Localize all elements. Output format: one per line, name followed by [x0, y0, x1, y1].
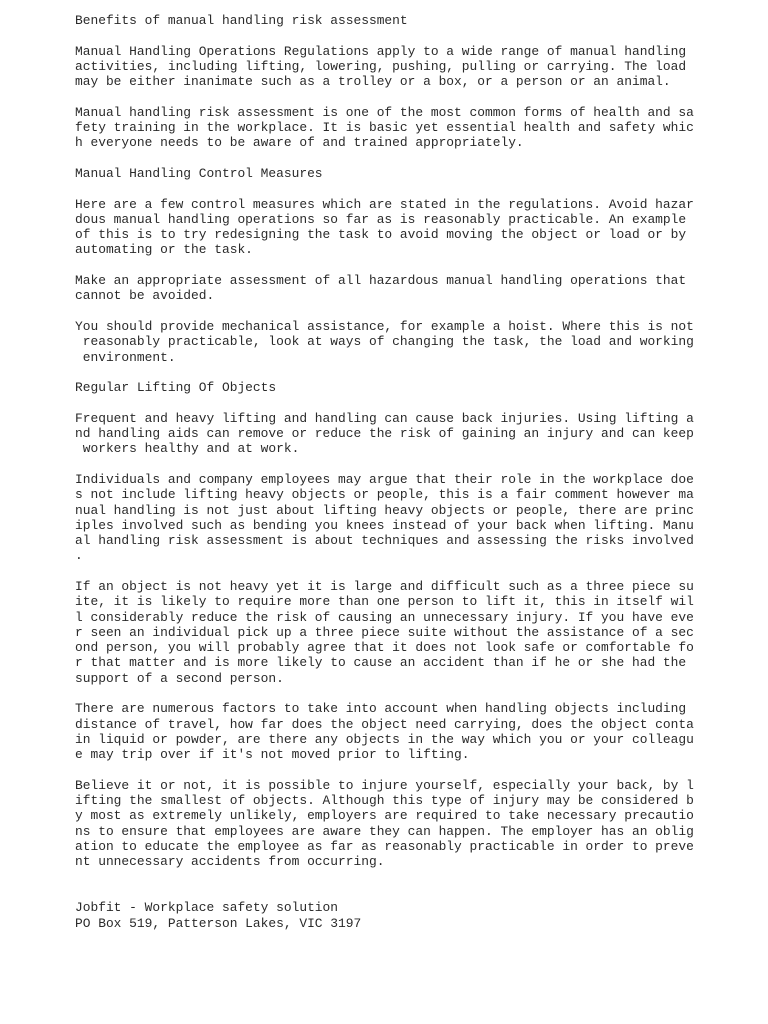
spacer	[75, 686, 695, 701]
paragraph-mechanical-assistance: You should provide mechanical assistance, for example a hoist. Where this is not reasonably practicable, look at ways of changing the task, the load and working environment.	[75, 318, 694, 365]
spacer	[75, 564, 695, 579]
spacer	[75, 395, 695, 410]
spacer	[75, 28, 695, 43]
spacer	[75, 457, 695, 472]
paragraph-large-objects: If an object is not heavy yet it is large and difficult such as a three piece su ite, it is likely to require more than one person to lift it, this in itself wil l considerably reduce the risk of causing an unnecessary injury. If you have eve r seen an individual pick up a three piece suite without the assistance of a sec ond person, you will probably agree that it does not look safe or comfortable fo r that matter and is more likely to cause an accident than if he or she had the support of a second person.	[75, 578, 694, 686]
footer-company: Jobfit - Workplace safety solution	[75, 900, 339, 916]
spacer	[75, 258, 695, 273]
heading-control-measures: Manual Handling Control Measures	[75, 165, 323, 181]
document-page	[75, 13, 695, 931]
paragraph-employees-argue: Individuals and company employees may argue that their role in the workplace doe s not include lifting heavy objects or people, this is a fair comment however ma nual handling is not just about lifting heavy objects or people, there are princ iples involved such as bending you knees instead of your back when lifting. Manu al handling risk assessment is about techniques and assessing the risks involved .	[75, 471, 694, 564]
paragraph-small-objects: Believe it or not, it is possible to injure yourself, especially your back, by l ifting the smallest of objects. Although this type of injury may be considered b y most as extremely unlikely, employers are required to take necessary precautio ns to ensure that employees are aware they can happen. The employer has an oblig ation to educate the employee as far as reasonably practicable in order to preve nt unnecessary accidents from occurring.	[75, 777, 694, 870]
paragraph-regulations: Manual Handling Operations Regulations apply to a wide range of manual handling activities, including lifting, lowering, pushing, pulling or carrying. The load may be either inanimate such as a trolley or a box, or a person or an animal.	[75, 43, 687, 90]
spacer	[75, 365, 695, 380]
paragraph-back-injuries: Frequent and heavy lifting and handling can cause back injuries. Using lifting a nd handling aids can remove or reduce the risk of gaining an injury and can keep workers healthy and at work.	[75, 410, 694, 457]
spacer	[75, 870, 695, 901]
paragraph-assessment: Make an appropriate assessment of all hazardous manual handling operations that cannot be avoided.	[75, 273, 687, 304]
spacer	[75, 151, 695, 166]
footer-address: PO Box 519, Patterson Lakes, VIC 3197	[75, 915, 362, 931]
paragraph-training: Manual handling risk assessment is one of the most common forms of health and sa fety training in the workplace. It is basic yet essential health and safety whic h everyone needs to be aware of and trained appropriately.	[75, 104, 694, 151]
spacer	[75, 181, 695, 196]
paragraph-avoid-hazardous: Here are a few control measures which are stated in the regulations. Avoid hazar dous manual handling operations so far as is reasonably practicable. An example of this is to try redesigning the task to avoid moving the object or load or by automating or the task.	[75, 196, 694, 258]
spacer	[75, 304, 695, 319]
spacer	[75, 89, 695, 104]
heading-regular-lifting: Regular Lifting Of Objects	[75, 380, 277, 396]
document-title: Benefits of manual handling risk assessment	[75, 13, 408, 28]
spacer	[75, 763, 695, 778]
paragraph-factors: There are numerous factors to take into account when handling objects including distance of travel, how far does the object need carrying, does the object conta in liquid or powder, are there any objects in the way which you or your colleagu e may trip over if it's not moved prior to lifting.	[75, 701, 694, 763]
